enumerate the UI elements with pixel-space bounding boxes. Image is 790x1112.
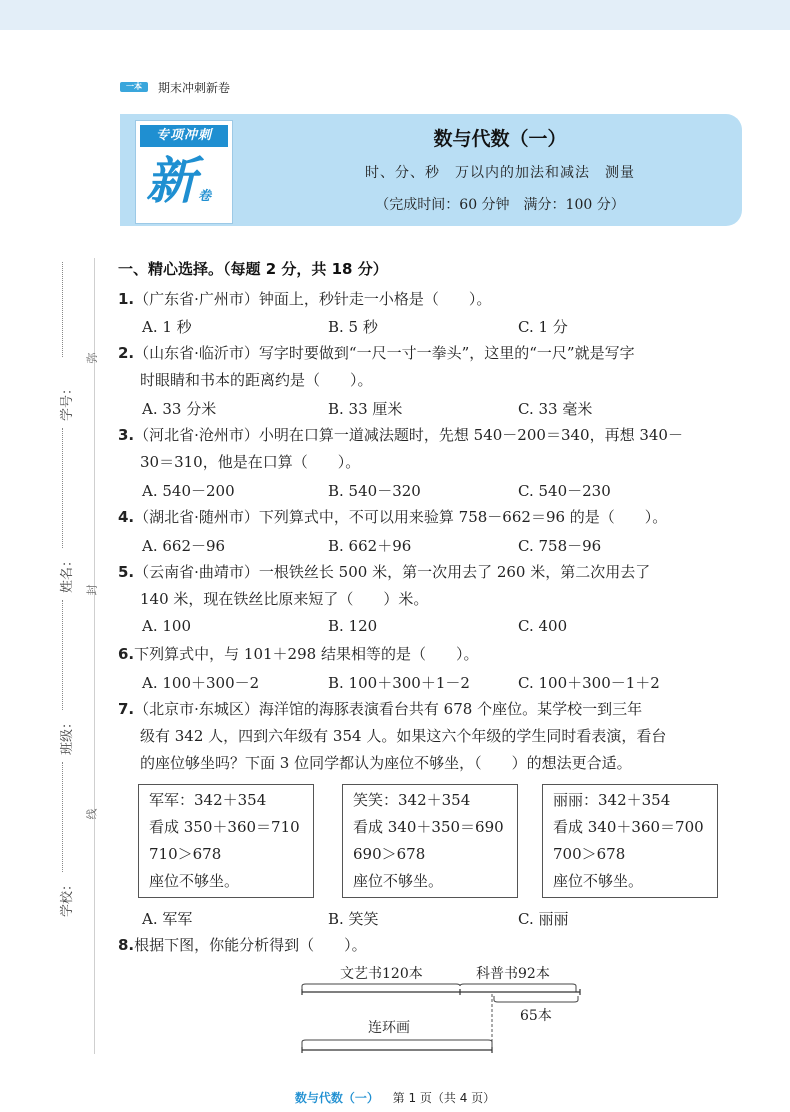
seal-char-xian: 线: [85, 808, 99, 820]
question-5: [118, 559, 650, 613]
option-a: A. 33 分米: [142, 400, 217, 418]
question-1: [118, 286, 491, 313]
option-b: B. 5 秒: [328, 318, 378, 336]
student-name-label: 姓名：: [60, 553, 76, 594]
answer-box-xiaoxiao: [342, 784, 518, 898]
question-text: （湖北省·随州市）下列算式中，不可以用来验算 758－662＝96 的是（ ）。: [134, 508, 668, 526]
box-line: 座位不够坐。: [553, 872, 644, 890]
option-b: B. 笑笑: [328, 910, 379, 928]
question-text: （河北省·沧州市）小明在口算一道减法题时，先想 540－200＝340，再想 340－: [134, 426, 683, 444]
question-text: （云南省·曲靖市）一根铁丝长 500 米，第一次用去了 260 米，第二次用去了: [134, 563, 651, 581]
question-text: （山东省·临沂市）写字时要做到“一尺一寸一拳头”，这里的“一尺”就是写字: [134, 344, 635, 362]
box-line: 710＞678: [149, 845, 222, 863]
question-text: 30＝310，他是在口算（ ）。: [140, 453, 361, 471]
option-c: C. 400: [518, 617, 568, 635]
diff-label: 65本: [520, 1008, 552, 1024]
side-line-3: [62, 600, 63, 710]
answer-box-junjun: [138, 784, 314, 898]
box-line: 军军：342＋354: [149, 791, 267, 809]
seal-char-feng: 封: [85, 584, 99, 596]
series-badge: 一本: [120, 82, 148, 92]
page-footer: [0, 1089, 790, 1106]
option-b: B. 120: [328, 617, 378, 635]
series-title: 期末冲刺新卷: [158, 80, 231, 95]
side-line-4: [62, 762, 63, 872]
question-8: [118, 932, 367, 959]
option-b: B. 33 厘米: [328, 400, 403, 418]
page-subtitle: 时、分、秒 万以内的加法和减法 测量: [365, 165, 635, 181]
kepu-brace: [460, 984, 576, 992]
option-a: A. 100: [142, 617, 191, 635]
side-line-2: [62, 428, 63, 548]
option-c: C. 540－230: [518, 482, 611, 500]
school-label: 学校：: [60, 877, 76, 918]
series-header: [120, 80, 230, 94]
seal-char-mi: 弥: [85, 352, 99, 364]
question-number: 8.: [118, 936, 135, 954]
lianhuan-label: 连环画: [368, 1020, 410, 1036]
logo-xin-text: 新: [146, 152, 196, 210]
question-text: 级有 342 人，四到六年级有 354 人。如果这六个年级的学生同时看表演，看台: [140, 727, 667, 745]
box-line: 看成 340＋360＝700: [553, 818, 704, 836]
question-3: [118, 422, 683, 476]
question-text: 根据下图，你能分析得到（ ）。: [134, 936, 367, 954]
question-text: 140 米，现在铁丝比原来短了（ ）米。: [140, 590, 429, 608]
question-text: 的座位够坐吗？下面 3 位同学都认为座位不够坐，（ ）的想法更合适。: [140, 754, 632, 772]
option-a: A. 662－96: [142, 537, 226, 555]
logo: [135, 120, 233, 224]
box-line: 笑笑：342＋354: [353, 791, 471, 809]
option-b: B. 540－320: [328, 482, 421, 500]
question-text: 时眼睛和书本的距离约是（ ）。: [140, 371, 373, 389]
option-b: B. 662＋96: [328, 537, 412, 555]
box-line: 座位不够坐。: [353, 872, 444, 890]
option-c: C. 100＋300－1＋2: [518, 674, 660, 692]
option-c: C. 丽丽: [518, 910, 569, 928]
question-number: 3.: [118, 426, 135, 444]
option-a: A. 540－200: [142, 482, 235, 500]
question-4: [118, 504, 667, 531]
diff-brace: [494, 996, 578, 1002]
lianhuan-brace: [302, 1040, 492, 1048]
wenyi-brace: [302, 984, 460, 992]
question-2: [118, 340, 635, 394]
student-id-label: 学号：: [60, 381, 76, 422]
option-c: C. 33 毫米: [518, 400, 593, 418]
footer-section: 数与代数（一）: [294, 1091, 379, 1105]
question-number: 4.: [118, 508, 135, 526]
page-title: 数与代数（一）: [433, 128, 567, 150]
question-text: （北京市·东城区）海洋馆的海豚表演看台共有 678 个座位。某学校一到三年: [134, 700, 643, 718]
question-number: 6.: [118, 645, 135, 663]
box-line: 700＞678: [553, 845, 626, 863]
question-number: 7.: [118, 700, 135, 718]
logo-top-text: 专项冲刺: [140, 125, 228, 147]
class-label: 班级：: [60, 715, 76, 756]
section-heading: 一、精心选择。（每题 2 分，共 18 分）: [118, 260, 388, 278]
title-banner: [120, 114, 742, 226]
box-line: 丽丽：342＋354: [553, 791, 671, 809]
footer-page: 第 1 页（共 4 页）: [392, 1091, 496, 1105]
option-a: A. 100＋300－2: [142, 674, 260, 692]
box-line: 看成 340＋350＝690: [353, 818, 504, 836]
option-b: B. 100＋300＋1－2: [328, 674, 470, 692]
kepu-label: 科普书92本: [476, 966, 550, 982]
binding-line: [94, 258, 95, 1054]
question-text: （广东省·广州市）钟面上，秒针走一小格是（ ）。: [134, 290, 492, 308]
logo-juan-text: 卷: [198, 189, 212, 204]
box-line: 690＞678: [353, 845, 426, 863]
option-a: A. 军军: [142, 910, 193, 928]
question-number: 2.: [118, 344, 135, 362]
side-line-1: [62, 262, 63, 357]
box-line: 座位不够坐。: [149, 872, 240, 890]
wenyi-label: 文艺书120本: [340, 966, 423, 982]
option-a: A. 1 秒: [142, 318, 192, 336]
question-6: [118, 641, 478, 668]
option-c: C. 758－96: [518, 537, 602, 555]
time-and-score: （完成时间：60 分钟 满分：100 分）: [375, 197, 625, 213]
box-line: 看成 350＋360＝710: [149, 818, 300, 836]
question-7: [118, 696, 666, 777]
question-text: 下列算式中，与 101＋298 结果相等的是（ ）。: [134, 645, 479, 663]
question-number: 1.: [118, 290, 135, 308]
question-number: 5.: [118, 563, 135, 581]
option-c: C. 1 分: [518, 318, 568, 336]
top-band: [0, 0, 790, 30]
answer-box-lili: [542, 784, 718, 898]
segment-diagram: [296, 958, 586, 1058]
